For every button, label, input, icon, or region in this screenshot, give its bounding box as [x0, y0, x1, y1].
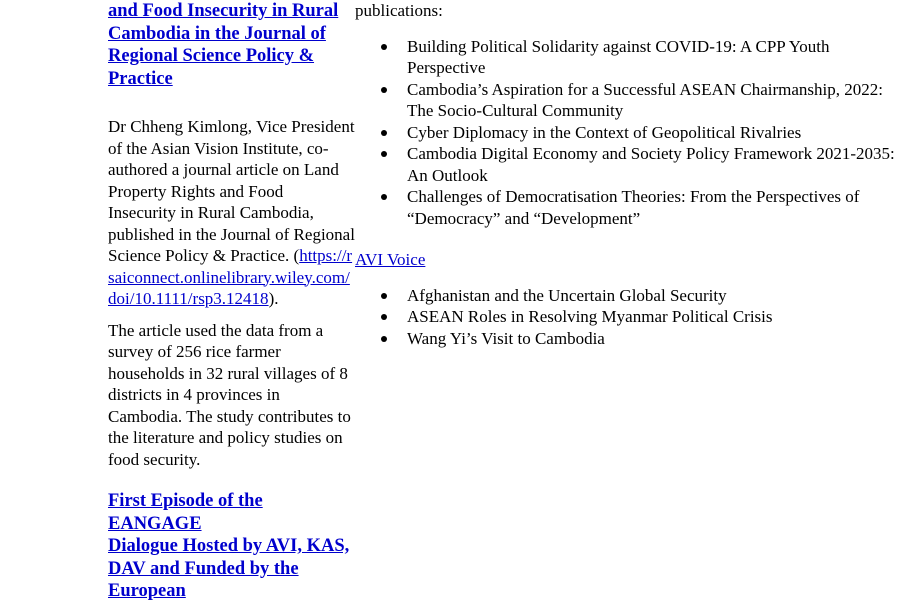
- heading-line: Cambodia in the Journal of: [108, 23, 326, 44]
- list-item: [355, 122, 900, 144]
- paragraph-text-before-link: Dr Chheng Kimlong, Vice President of the Asian Vision Institute, co-authored a journal article on Land Property Rights and Food Insecurity in Rural Cambodia, published in the Journal of Regional Science Policy & Practice. (: [108, 117, 355, 265]
- bullet-icon: [381, 293, 387, 299]
- list-item-label: Cyber Diplomacy in the Context of Geopolitical Rivalries: [407, 122, 802, 142]
- publications-intro-text: publications:: [355, 1, 443, 20]
- heading-line: First Episode of the EANGAGE: [108, 491, 263, 534]
- article-heading-land-property-rights[interactable]: [108, 0, 355, 90]
- heading-line: DAV and Funded by the European: [108, 558, 299, 601]
- list-item: [355, 285, 900, 307]
- article-heading-engage-dialogue[interactable]: [108, 490, 355, 603]
- paragraph-survey-data: The article used the data from a survey of 256 rice farmer households in 32 rural villages of 8 districts in 4 provinces in Cambodia. The study contributes to the literature and policy studies on food security.: [108, 320, 351, 469]
- avi-voice-list: [355, 285, 900, 350]
- list-item: [355, 328, 900, 350]
- bullet-icon: [381, 151, 387, 157]
- left-column: [0, 0, 355, 603]
- list-item-label: Afghanistan and the Uncertain Global Security: [407, 285, 727, 305]
- spacer: [355, 229, 900, 249]
- paragraph-text-after-link: ).: [268, 289, 279, 308]
- heading-line: and Food Insecurity in Rural: [108, 1, 339, 21]
- heading-line: Dialogue Hosted by AVI, KAS,: [108, 536, 350, 556]
- list-item: [355, 306, 900, 328]
- list-item: [355, 186, 900, 229]
- publications-list: [355, 36, 900, 230]
- spacer: [108, 470, 355, 490]
- list-item-label: Challenges of Democratisation Theories: From the Perspectives of “Democracy” and “Development”: [407, 187, 860, 228]
- bullet-icon: [381, 194, 387, 200]
- list-item-label: Wang Yi’s Visit to Cambodia: [407, 328, 605, 348]
- list-item-label: Cambodia’s Aspiration for a Successful ASEAN Chairmanship, 2022: The Socio-Cultural Community: [407, 79, 883, 120]
- bullet-icon: [381, 336, 387, 342]
- journal-article-link[interactable]: https://rsaiconnect.onlinelibrary.wiley.com/doi/10.1111/rsp3.12418: [108, 246, 353, 308]
- spacer: [355, 22, 900, 36]
- bullet-icon: [381, 44, 387, 50]
- list-item-label: Building Political Solidarity against COVID-19: A CPP Youth Perspective: [407, 36, 830, 77]
- list-item: [355, 143, 900, 186]
- spacer: [108, 310, 355, 320]
- spacer: [355, 271, 900, 285]
- bullet-icon: [381, 130, 387, 136]
- list-item: [355, 79, 900, 122]
- avi-voice-link[interactable]: AVI Voice: [355, 250, 426, 269]
- spacer: [108, 90, 355, 116]
- list-item: [355, 36, 900, 79]
- list-item-label: Cambodia Digital Economy and Society Policy Framework 2021-2035: An Outlook: [407, 144, 895, 185]
- avi-voice-section-header[interactable]: [355, 249, 900, 271]
- right-column: [355, 0, 900, 349]
- paragraph-journal-article: [108, 116, 355, 310]
- heading-line: Regional Science Policy & Practice: [108, 46, 315, 89]
- bullet-icon: [381, 314, 387, 320]
- list-item-label: ASEAN Roles in Resolving Myanmar Political Crisis: [407, 307, 773, 326]
- bullet-icon: [381, 87, 387, 93]
